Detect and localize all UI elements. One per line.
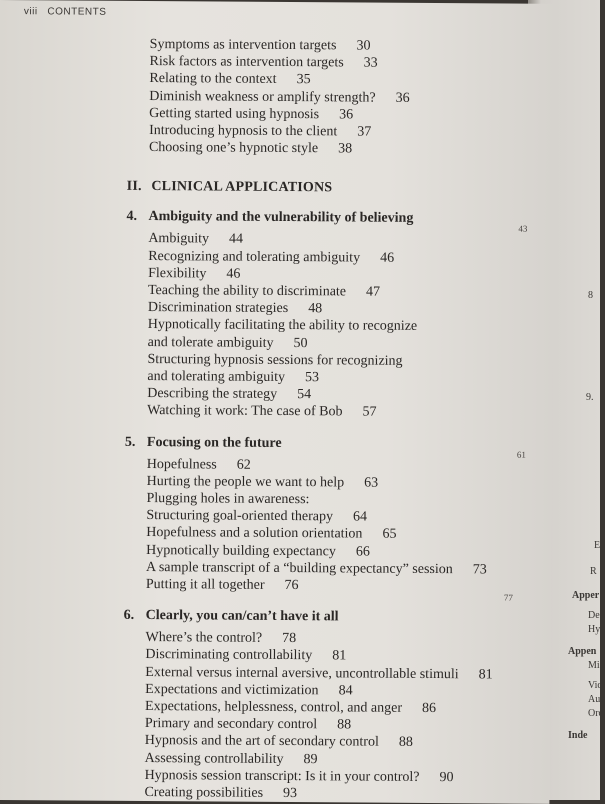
running-title: CONTENTS [47,6,107,18]
toc-entry-title: External versus internal aversive, uncontrollable stimuli [145,664,459,682]
adjacent-fragment: E [594,540,601,551]
toc-entry [147,474,379,492]
toc-entry [145,733,413,751]
toc-entry-title: Hypnotically facilitating the ability to recognize [147,317,418,335]
toc-entry [148,266,240,283]
toc-entry [148,231,243,248]
toc-entry-page: 66 [355,544,370,560]
toc-entry [148,317,418,335]
chapter-title: Focusing on the future [146,434,282,451]
adjacent-fragment: 8 [588,290,593,301]
toc-entry-title: Diminish weakness or amplify strength? [149,88,376,106]
adjacent-fragment: Auc [588,694,605,705]
chapter-page-number: 61 [516,449,526,460]
toc-entry-page: 89 [303,751,318,767]
toc-entry [145,647,346,664]
toc-entry-title: Structuring goal-oriented therapy [146,508,334,525]
toc-entry-page: 62 [236,457,251,473]
toc-entry [148,335,308,352]
adjacent-fragment: R [590,566,597,577]
toc-entry [145,768,454,786]
chapter-number: 5. [124,434,136,450]
toc-entry-title: Primary and secondary control [144,716,318,733]
toc-entry-page: 44 [228,231,244,248]
toc-entry [146,508,367,526]
toc-entry-title: Hypnosis and the art of secondary control [144,733,379,751]
toc-entry-page: 63 [364,475,379,491]
toc-entry-page: 78 [282,631,297,647]
toc-entry [145,699,436,717]
toc-entry-page: 90 [439,769,454,785]
part-numeral: II. [126,179,142,195]
chapter-title: Ambiguity and the vulnerability of believing [148,209,414,227]
toc-entry-title: Hypnotically building expectancy [146,542,336,559]
adjacent-fragment: Inde [568,730,588,741]
toc-entry-title: Choosing one’s hypnotic style [148,140,319,157]
toc-entry-page: 88 [337,717,352,733]
toc-entry-title: Introducing hypnosis to the client [149,123,338,140]
toc-entry-page: 81 [478,666,493,683]
toc-entry-page: 54 [297,387,312,403]
toc-entry-page: 35 [296,72,311,88]
toc-entry-title: Hurting the people we want to help [146,473,345,491]
toc-entry [147,352,402,370]
toc-entry-title: and tolerating ambiguity [147,369,286,385]
toc-entry [149,140,352,157]
toc-entry-title: Plugging holes in awareness: [146,491,310,508]
toc-entry-title: Hopefulness and a solution orientation [146,525,363,542]
toc-entry-page: 30 [356,38,371,54]
toc-entry-title: Ambiguity [148,231,210,247]
toc-entry-title: Expectations and victimization [145,681,319,699]
toc-entry [149,71,310,88]
toc-entry [148,283,380,301]
toc-entry-title: Symptoms as intervention targets [149,37,337,54]
toc-entry-page: 33 [363,55,378,71]
adjacent-fragment: Hy [588,624,601,635]
toc-entry-page: 84 [338,683,353,699]
toc-entry-page: 57 [362,404,377,421]
adjacent-fragment: Ord [588,708,604,719]
toc-entry-page: 36 [339,107,354,123]
toc-entry-title: Describing the strategy [147,386,278,403]
toc-entry-page: 65 [382,527,397,543]
toc-entry [149,106,353,123]
toc-entry-page: 36 [395,90,410,106]
toc-entry [145,682,353,699]
toc-entry-title: Getting started using hypnosis [149,105,320,123]
toc-entry [150,37,371,55]
toc-entry [146,560,487,578]
chapter-number: 4. [126,209,138,225]
toc-entry [147,369,319,386]
toc-entry-page: 50 [293,335,308,351]
toc-entry-page: 37 [357,124,372,140]
toc-entry-page: 46 [226,266,241,282]
chapter-title: Clearly, you can/can’t have it all [145,608,339,625]
toc-entry-title: Watching it work: The case of Bob [147,403,343,420]
toc-entry-title: Recognizing and tolerating ambiguity [148,248,361,266]
toc-entry [149,89,409,107]
toc-entry-page: 88 [398,735,413,751]
toc-entry-page: 81 [332,648,347,664]
toc-entry-title: Creating possibilities [144,785,264,801]
toc-entry [149,123,371,141]
toc-entry [144,785,297,802]
toc-entry [150,54,378,72]
toc-entry [147,403,376,421]
page-number-roman: viii [23,6,38,18]
toc-entry [145,630,296,647]
toc-entry [146,525,396,543]
toc-entry-page: 86 [421,700,437,717]
toc-entry-title: Structuring hypnosis sessions for recognizing [147,351,403,369]
toc-entry [148,300,322,317]
toc-entry [145,751,318,768]
toc-entry [145,716,351,733]
toc-entry-title: Hypnosis session transcript: Is it in your control? [144,767,420,785]
toc-entry-title: Assessing controllability [144,750,284,767]
toc-entry-page: 53 [304,370,320,386]
toc-entry-title: Putting it all together [145,577,265,593]
toc-entry [146,491,309,508]
toc-entry [145,665,492,683]
toc-entry-title: Flexibility [148,265,207,282]
toc-entry [147,457,251,474]
chapter-heading [126,209,413,227]
toc-entry-page: 48 [308,301,323,317]
toc-entry [147,386,311,403]
adjacent-fragment: Apper [572,590,600,601]
chapter-page-number: 43 [518,224,528,235]
part-heading [127,179,333,196]
toc-entry [146,577,299,594]
toc-entry-title: Relating to the context [149,71,277,88]
adjacent-fragment: Vid [588,680,603,691]
running-header [24,6,107,18]
chapter-number: 6. [123,608,135,624]
toc-entry-title: and tolerate ambiguity [147,334,274,351]
adjacent-fragment: De [588,610,600,621]
toc-entry-page: 46 [380,250,395,266]
chapter-heading [124,608,339,625]
toc-entry-page: 73 [472,562,487,578]
toc-entry [148,249,394,267]
toc-entry-title: Teaching the ability to discriminate [147,283,347,300]
toc-entry-title: A sample transcript of a “building expectancy” session [145,559,453,577]
toc-entry-title: Hopefulness [146,456,217,473]
toc-entry-title: Where’s the control? [145,630,263,647]
toc-entry-page: 93 [283,785,298,802]
toc-entry [146,543,370,561]
toc-entry-title: Discrimination strategies [147,300,289,317]
toc-entry-title: Risk factors as intervention targets [149,54,344,71]
toc-entry-page: 47 [365,284,381,300]
adjacent-fragment: Appen [568,646,597,657]
toc-entry-page: 38 [338,141,353,157]
chapter-page-number: 77 [503,592,513,603]
toc-entry-title: Expectations, helplessness, control, and anger [145,699,403,716]
chapter-heading [125,434,282,451]
adjacent-fragment: Mi [588,660,600,671]
adjacent-fragment: 9. [586,392,594,403]
toc-entry-title: Discriminating controllability [145,647,313,664]
toc-entry-page: 76 [284,578,299,594]
part-title: CLINICAL APPLICATIONS [147,179,333,196]
toc-entry-page: 64 [352,509,368,525]
